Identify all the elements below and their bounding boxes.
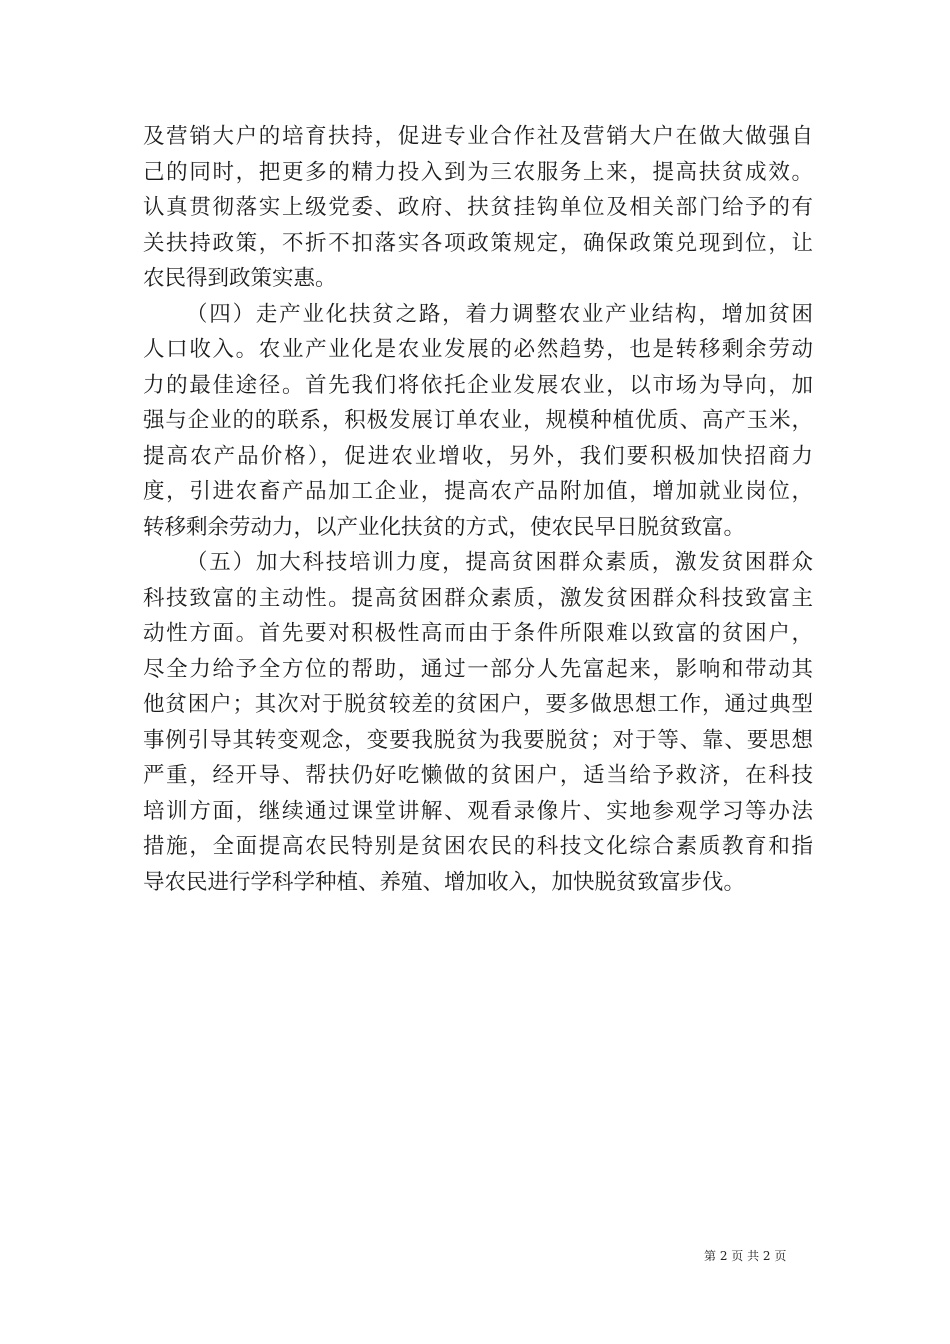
text-line: 事例引导其转变观念，变要我脱贫为我要脱贫；对于等、靠、要思想 (143, 727, 813, 753)
paragraph-5-heading-line: （五）加大科技培训力度，提高贫困群众素质，激发贫困群众 (186, 550, 813, 575)
text-line: 导农民进行学科学种植、养殖、增加收入，加快脱贫致富步伐。 (143, 869, 746, 895)
text-line: 认真贯彻落实上级党委、政府、扶贫挂钩单位及相关部门给予的有 (143, 195, 813, 220)
text-line: 及营销大户的培育扶持，促进专业合作社及营销大户在做大做强自 (143, 124, 813, 149)
text-line: 力的最佳途径。首先我们将依托企业发展农业，以市场为导向，加 (143, 372, 813, 398)
text-line: 己的同时，把更多的精力投入到为三农服务上来，提高扶贫成效。 (143, 159, 813, 185)
text-line: 培训方面，继续通过课堂讲解、观看录像片、实地参观学习等办法 (143, 798, 813, 824)
text-line: 动性方面。首先要对积极性高而由于条件所限难以致富的贫困户， (143, 621, 813, 646)
text-line: 农民得到政策实惠。 (143, 266, 337, 291)
text-line: 措施，全面提高农民特别是贫困农民的科技文化综合素质教育和指 (143, 834, 813, 859)
document-body (143, 119, 813, 900)
text-line: 强与企业的的联系，积极发展订单农业，规模种植优质、高产玉米， (143, 408, 813, 433)
text-line: 人口收入。农业产业化是农业发展的必然趋势，也是转移剩余劳动 (143, 337, 813, 362)
text-line: 尽全力给予全方位的帮助，通过一部分人先富起来，影响和带动其 (143, 656, 813, 682)
text-line: 提高农产品价格），促进农业增收，另外，我们要积极加快招商力 (143, 443, 813, 469)
text-line: 度，引进农畜产品加工企业，提高农产品附加值，增加就业岗位， (143, 479, 813, 504)
text-line: 严重，经开导、帮扶仍好吃懒做的贫困户，适当给予救济，在科技 (143, 763, 813, 788)
text-line: 科技致富的主动性。提高贫困群众素质，激发贫困群众科技致富主 (143, 585, 813, 611)
text-line: 他贫困户；其次对于脱贫较差的贫困户，要多做思想工作，通过典型 (143, 692, 813, 717)
paragraph-4-heading-line: （四）走产业化扶贫之路，着力调整农业产业结构，增加贫困 (186, 301, 813, 327)
text-line: 转移剩余劳动力，以产业化扶贫的方式，使农民早日脱贫致富。 (143, 514, 746, 540)
text-line: 关扶持政策，不折不扣落实各项政策规定，确保政策兑现到位，让 (143, 230, 813, 256)
page-number-footer: 第 2 页 共 2 页 (704, 1249, 787, 1263)
